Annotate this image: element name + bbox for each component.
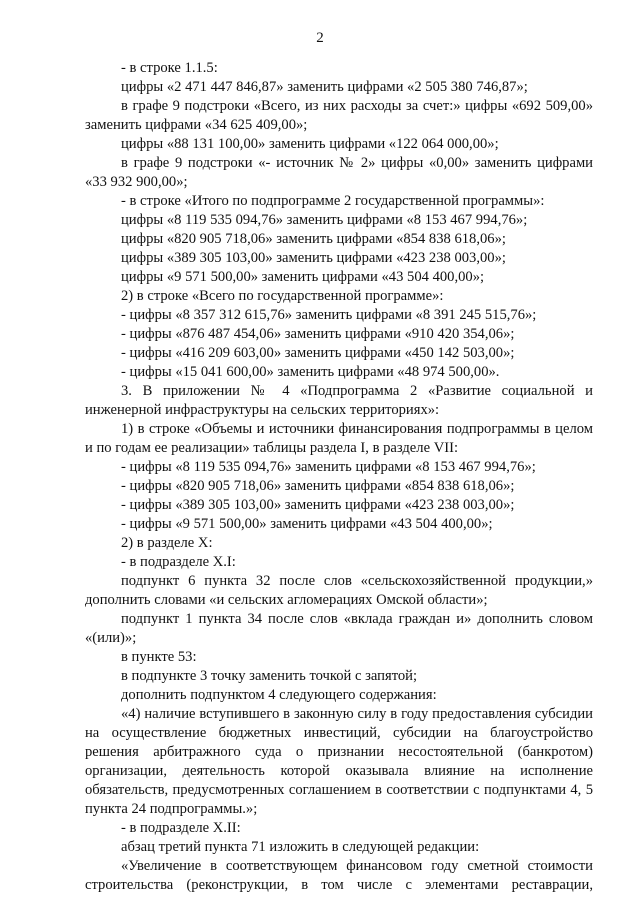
paragraph: цифры «389 305 103,00» заменить цифрами «423 238 003,00»;: [121, 250, 506, 266]
paragraph: - цифры «8 357 312 615,76» заменить цифрами «8 391 245 515,76»;: [121, 307, 537, 323]
paragraph: - цифры «820 905 718,06» заменить цифрами «854 838 618,06»;: [121, 478, 515, 494]
paragraph: - цифры «8 119 535 094,76» заменить цифрами «8 153 467 994,76»;: [121, 459, 536, 475]
paragraph: цифры «9 571 500,00» заменить цифрами «43 504 400,00»;: [121, 269, 485, 285]
paragraph: «Увеличение в соответствующем финансовом году сметной стоимости строительства (реконструкции, в том числе с элементами реставрации,: [85, 858, 593, 893]
paragraph: в графе 9 подстроки «Всего, из них расходы за счет:» цифры «692 509,00» заменить цифрами «34 625 409,00»;: [85, 98, 593, 133]
paragraph: - в строке «Итого по подпрограмме 2 государственной программы»:: [121, 193, 545, 209]
paragraph: 1) в строке «Объемы и источники финансирования подпрограммы в целом и по годам ее реализации» таблицы раздела I, в разделе VII:: [85, 421, 593, 456]
paragraph: в подпункте 3 точку заменить точкой с запятой;: [121, 668, 418, 684]
paragraph: в графе 9 подстроки «- источник № 2» цифры «0,00» заменить цифрами «33 932 900,00»;: [85, 155, 593, 190]
paragraph: - цифры «15 041 600,00» заменить цифрами «48 974 500,00».: [121, 364, 500, 380]
paragraph: абзац третий пункта 71 изложить в следующей редакции:: [121, 839, 480, 855]
paragraph: - цифры «389 305 103,00» заменить цифрами «423 238 003,00»;: [121, 497, 515, 513]
paragraph: - в подразделе X.II:: [121, 820, 241, 836]
paragraph: цифры «88 131 100,00» заменить цифрами «122 064 000,00»;: [121, 136, 499, 152]
paragraph: «4) наличие вступившего в законную силу в году предоставления субсидии на осуществление бюджетных инвестиций, субсидии на благоустройство решения арбитражного суда о признании несостоятельной (банкротом) организации, деятельность которой оказывала влияние на исполнение обязательств, предусмотренных соглашением в соответствии с подпунктами 4, 5 пункта 24 подпрограммы.»;: [85, 706, 593, 817]
paragraph: цифры «820 905 718,06» заменить цифрами «854 838 618,06»;: [121, 231, 506, 247]
paragraph: 3. В приложении № 4 «Подпрограмма 2 «Развитие социальной и инженерной инфраструктуры на сельских территориях»:: [85, 383, 593, 418]
paragraph: 2) в строке «Всего по государственной программе»:: [121, 288, 444, 304]
paragraph: дополнить подпунктом 4 следующего содержания:: [121, 687, 437, 703]
paragraph: подпункт 1 пункта 34 после слов «вклада граждан и» дополнить словом «(или)»;: [85, 611, 593, 646]
page-number: 2: [316, 30, 324, 46]
paragraph: - цифры «9 571 500,00» заменить цифрами «43 504 400,00»;: [121, 516, 493, 532]
paragraph: - в подразделе X.I:: [121, 554, 236, 570]
paragraph: цифры «8 119 535 094,76» заменить цифрами «8 153 467 994,76»;: [121, 212, 528, 228]
paragraph: - в строке 1.1.5:: [121, 60, 218, 76]
paragraph: - цифры «416 209 603,00» заменить цифрами «450 142 503,00»;: [121, 345, 515, 361]
paragraph: 2) в разделе X:: [121, 535, 213, 551]
document-body: [85, 59, 593, 895]
paragraph: подпункт 6 пункта 32 после слов «сельскохозяйственной продукции,» дополнить словами «и сельских агломерациях Омской области»;: [85, 573, 593, 608]
paragraph: цифры «2 471 447 846,87» заменить цифрами «2 505 380 746,87»;: [121, 79, 528, 95]
paragraph: - цифры «876 487 454,06» заменить цифрами «910 420 354,06»;: [121, 326, 515, 342]
paragraph: в пункте 53:: [121, 649, 197, 665]
